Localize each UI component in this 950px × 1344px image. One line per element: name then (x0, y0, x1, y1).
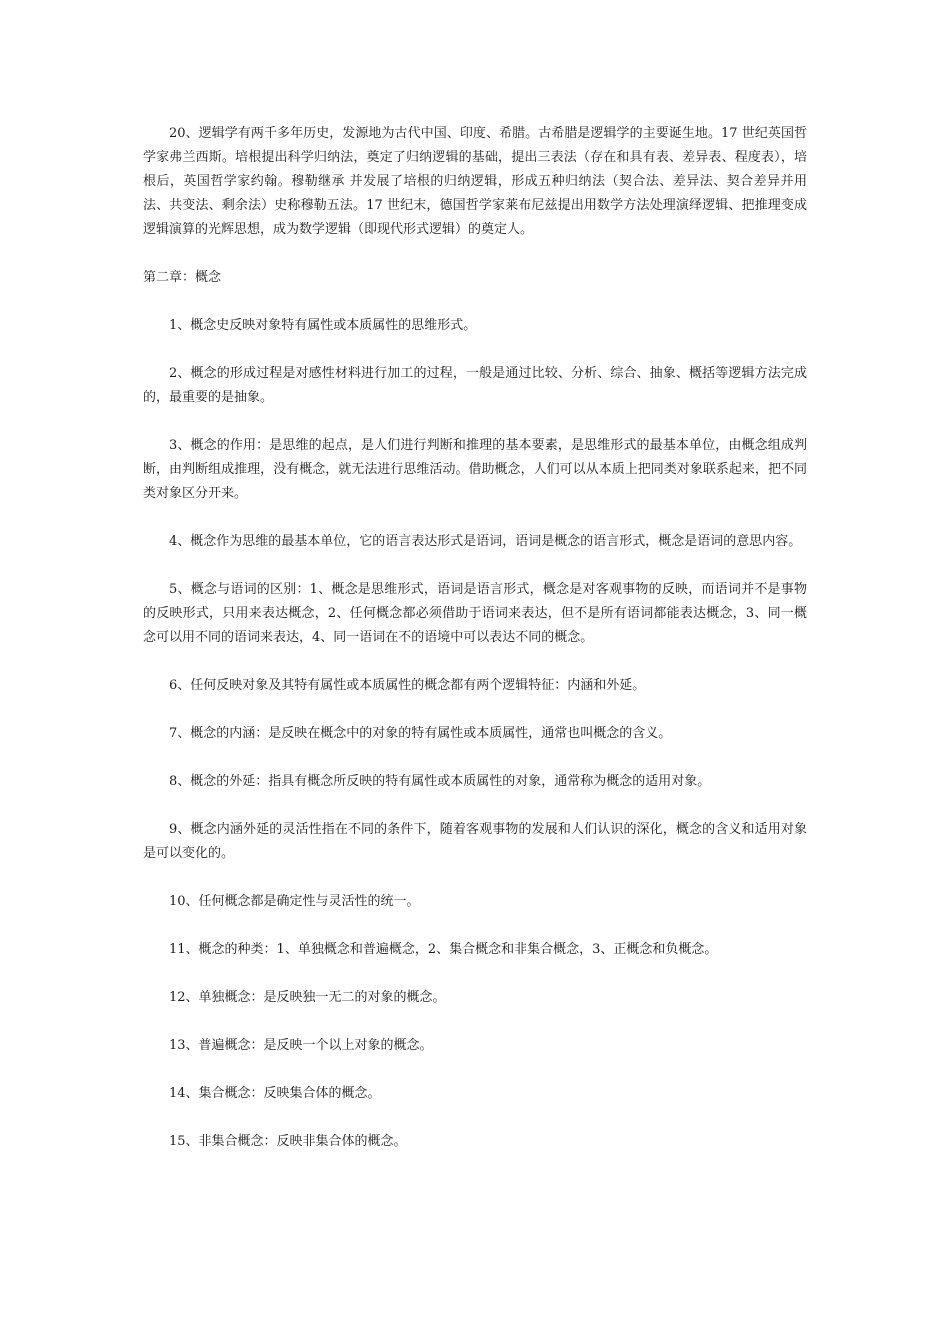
paragraph-14: 14、集合概念：反映集合体的概念。 (169, 1086, 381, 1101)
chapter-heading: 第二章：概念 (143, 270, 222, 285)
paragraph-13: 13、普遍概念：是反映一个以上对象的概念。 (169, 1038, 433, 1053)
paragraph-5: 5、概念与语词的区别：1、概念是思维形式，语词是语言形式，概念是对客观事物的反映，而语词并不是事物的反映形式，只用来表达概念，2、任何概念都必须借助于语词来表达，但不是所有语词都能表达概念，3、同一概念可以用不同的语词来表达，4、同一语词在不的语境中可以表达不同的概念。 (143, 582, 807, 645)
paragraph-1: 1、概念史反映对象特有属性或本质属性的思维形式。 (169, 318, 477, 333)
paragraph-12: 12、单独概念：是反映独一无二的对象的概念。 (169, 990, 446, 1005)
paragraph-10: 10、任何概念都是确定性与灵活性的统一。 (169, 894, 420, 909)
paragraph-3: 3、概念的作用：是思维的起点，是人们进行判断和推理的基本要素，是思维形式的最基本单位，由概念组成判断，由判断组成推理，没有概念，就无法进行思维活动。借助概念，人们可以从本质上把同类对象联系起来，把不同类对象区分开来。 (143, 438, 807, 501)
paragraph-7: 7、概念的内涵：是反映在概念中的对象的特有属性或本质属性，通常也叫概念的含义。 (169, 726, 672, 741)
paragraph-2: 2、概念的形成过程是对感性材料进行加工的过程，一般是通过比较、分析、综合、抽象、概括等逻辑方法完成的，最重要的是抽象。 (143, 366, 807, 405)
paragraph-6: 6、任何反映对象及其特有属性或本质属性的概念都有两个逻辑特征：内涵和外延。 (169, 678, 646, 693)
paragraph-11: 11、概念的种类：1、单独概念和普遍概念，2、集合概念和非集合概念，3、正概念和负概念。 (169, 942, 718, 957)
paragraph-20: 20、逻辑学有两千多年历史，发源地为古代中国、印度、希腊。古希腊是逻辑学的主要诞生地。17 世纪英国哲学家弗兰西斯。培根提出科学归纳法，奠定了归纳逻辑的基础，提出三表法（存在和具有表、差异表、程度表），培根后，英国哲学家约翰。穆勒继承 并发展了培根的归纳逻辑，形成五种归纳法（契合法、差异法、契合差异并用法、共变法、剩余法）史称穆勒五法。17 世纪末，德国哲学家莱布尼兹提出用数学方法处理演绎逻辑、把推理变成逻辑演算的光辉思想，成为数学逻辑（即现代形式逻辑）的奠定人。 (143, 126, 807, 237)
document-body (143, 122, 807, 1178)
paragraph-9: 9、概念内涵外延的灵活性指在不同的条件下，随着客观事物的发展和人们认识的深化，概念的含义和适用对象是可以变化的。 (143, 822, 807, 861)
paragraph-4: 4、概念作为思维的最基本单位，它的语言表达形式是语词，语词是概念的语言形式，概念是语词的意思内容。 (169, 534, 802, 549)
paragraph-8: 8、概念的外延：指具有概念所反映的特有属性或本质属性的对象，通常称为概念的适用对象。 (169, 774, 711, 789)
paragraph-15: 15、非集合概念：反映非集合体的概念。 (169, 1134, 407, 1149)
